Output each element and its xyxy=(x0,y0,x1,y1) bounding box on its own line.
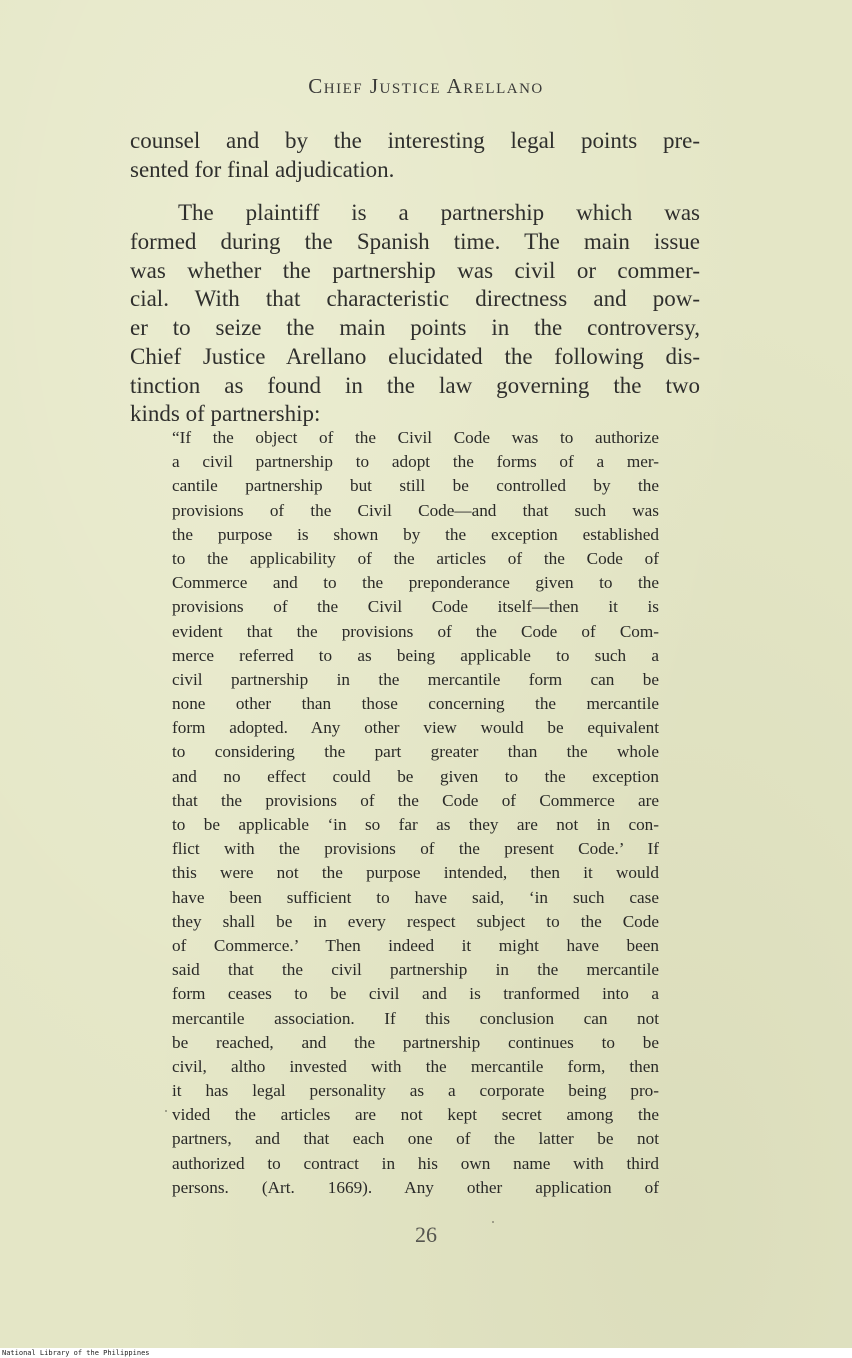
quote-line: provisions of the Civil Code—and that such was xyxy=(172,500,659,520)
quote-line: Commerce and to the preponderance given to the xyxy=(172,573,659,593)
quote-line: of Commerce.’ Then indeed it might have been xyxy=(172,935,659,955)
quote-line: provisions of the Civil Code itself—then it is xyxy=(172,597,659,617)
quote-line: that the provisions of the Code of Commerce are xyxy=(172,790,659,810)
quote-line: “If the object of the Civil Code was to authorize xyxy=(172,428,659,447)
quote-line: it has legal personality as a corporate being pro- xyxy=(172,1081,659,1101)
body-line: kinds of partnership: xyxy=(130,401,321,427)
block-quote xyxy=(172,426,659,1200)
quote-line: to considering the part greater than the whole xyxy=(172,742,659,762)
quote-line: civil partnership in the mercantile form can be xyxy=(172,669,659,689)
quote-line: form adopted. Any other view would be equivalent xyxy=(172,718,659,738)
quote-line: cantile partnership but still be controlled by the xyxy=(172,476,659,496)
quote-line: have been sufficient to have said, ‘in such case xyxy=(172,887,659,907)
body-line: counsel and by the interesting legal points pre- xyxy=(130,128,700,153)
body-line: Chief Justice Arellano elucidated the following dis- xyxy=(130,343,700,369)
quote-line: this were not the purpose intended, then it would xyxy=(172,863,659,883)
dust-speck xyxy=(165,1110,167,1112)
quote-line: said that the civil partnership in the mercantile xyxy=(172,960,659,980)
quote-line: the purpose is shown by the exception established xyxy=(172,524,659,544)
quote-line: merce referred to as being applicable to such a xyxy=(172,645,659,665)
body-line: cial. With that characteristic directness and pow- xyxy=(130,286,700,312)
body-line: was whether the partnership was civil or commer- xyxy=(130,257,700,283)
quote-line: to be applicable ‘in so far as they are not in con- xyxy=(172,815,659,834)
quote-line: authorized to contract in his own name with third xyxy=(172,1153,659,1173)
quote-line: they shall be in every respect subject to the Code xyxy=(172,911,659,931)
quote-line: partners, and that each one of the latter be not xyxy=(172,1129,659,1149)
page-number: 26 xyxy=(415,1222,437,1247)
quote-line: vided the articles are not kept secret among the xyxy=(172,1105,659,1125)
quote-line: and no effect could be given to the exception xyxy=(172,766,659,786)
body-line: sented for final adjudication. xyxy=(130,156,395,182)
body-line: tinction as found in the law governing the two xyxy=(130,372,700,398)
footer-credit: National Library of the Philippines xyxy=(2,1349,150,1357)
quote-line: flict with the provisions of the present Code.’ If xyxy=(172,839,659,859)
quote-line: mercantile association. If this conclusion can not xyxy=(172,1008,659,1028)
quote-line: evident that the provisions of the Code of Com- xyxy=(172,621,659,641)
quote-line: to the applicability of the articles of the Code of xyxy=(172,548,659,568)
paragraph-gap xyxy=(130,184,700,199)
quote-line: a civil partnership to adopt the forms of a mer- xyxy=(172,452,659,472)
body-text xyxy=(130,127,700,429)
quote-line: none other than those concerning the mercantile xyxy=(172,694,659,714)
body-line: er to seize the main points in the controversy, xyxy=(130,315,700,341)
running-head: Chief Justice Arellano xyxy=(308,74,544,98)
quote-line: civil, altho invested with the mercantile form, then xyxy=(172,1056,659,1076)
quote-line: be reached, and the partnership continues to be xyxy=(172,1032,659,1052)
quote-line: persons. (Art. 1669). Any other application of xyxy=(172,1177,659,1197)
body-line: formed during the Spanish time. The main issue xyxy=(130,229,700,255)
dust-speck xyxy=(492,1221,494,1223)
quote-line: form ceases to be civil and is tranformed into a xyxy=(172,984,659,1004)
body-line: The plaintiff is a partnership which was xyxy=(178,200,700,226)
